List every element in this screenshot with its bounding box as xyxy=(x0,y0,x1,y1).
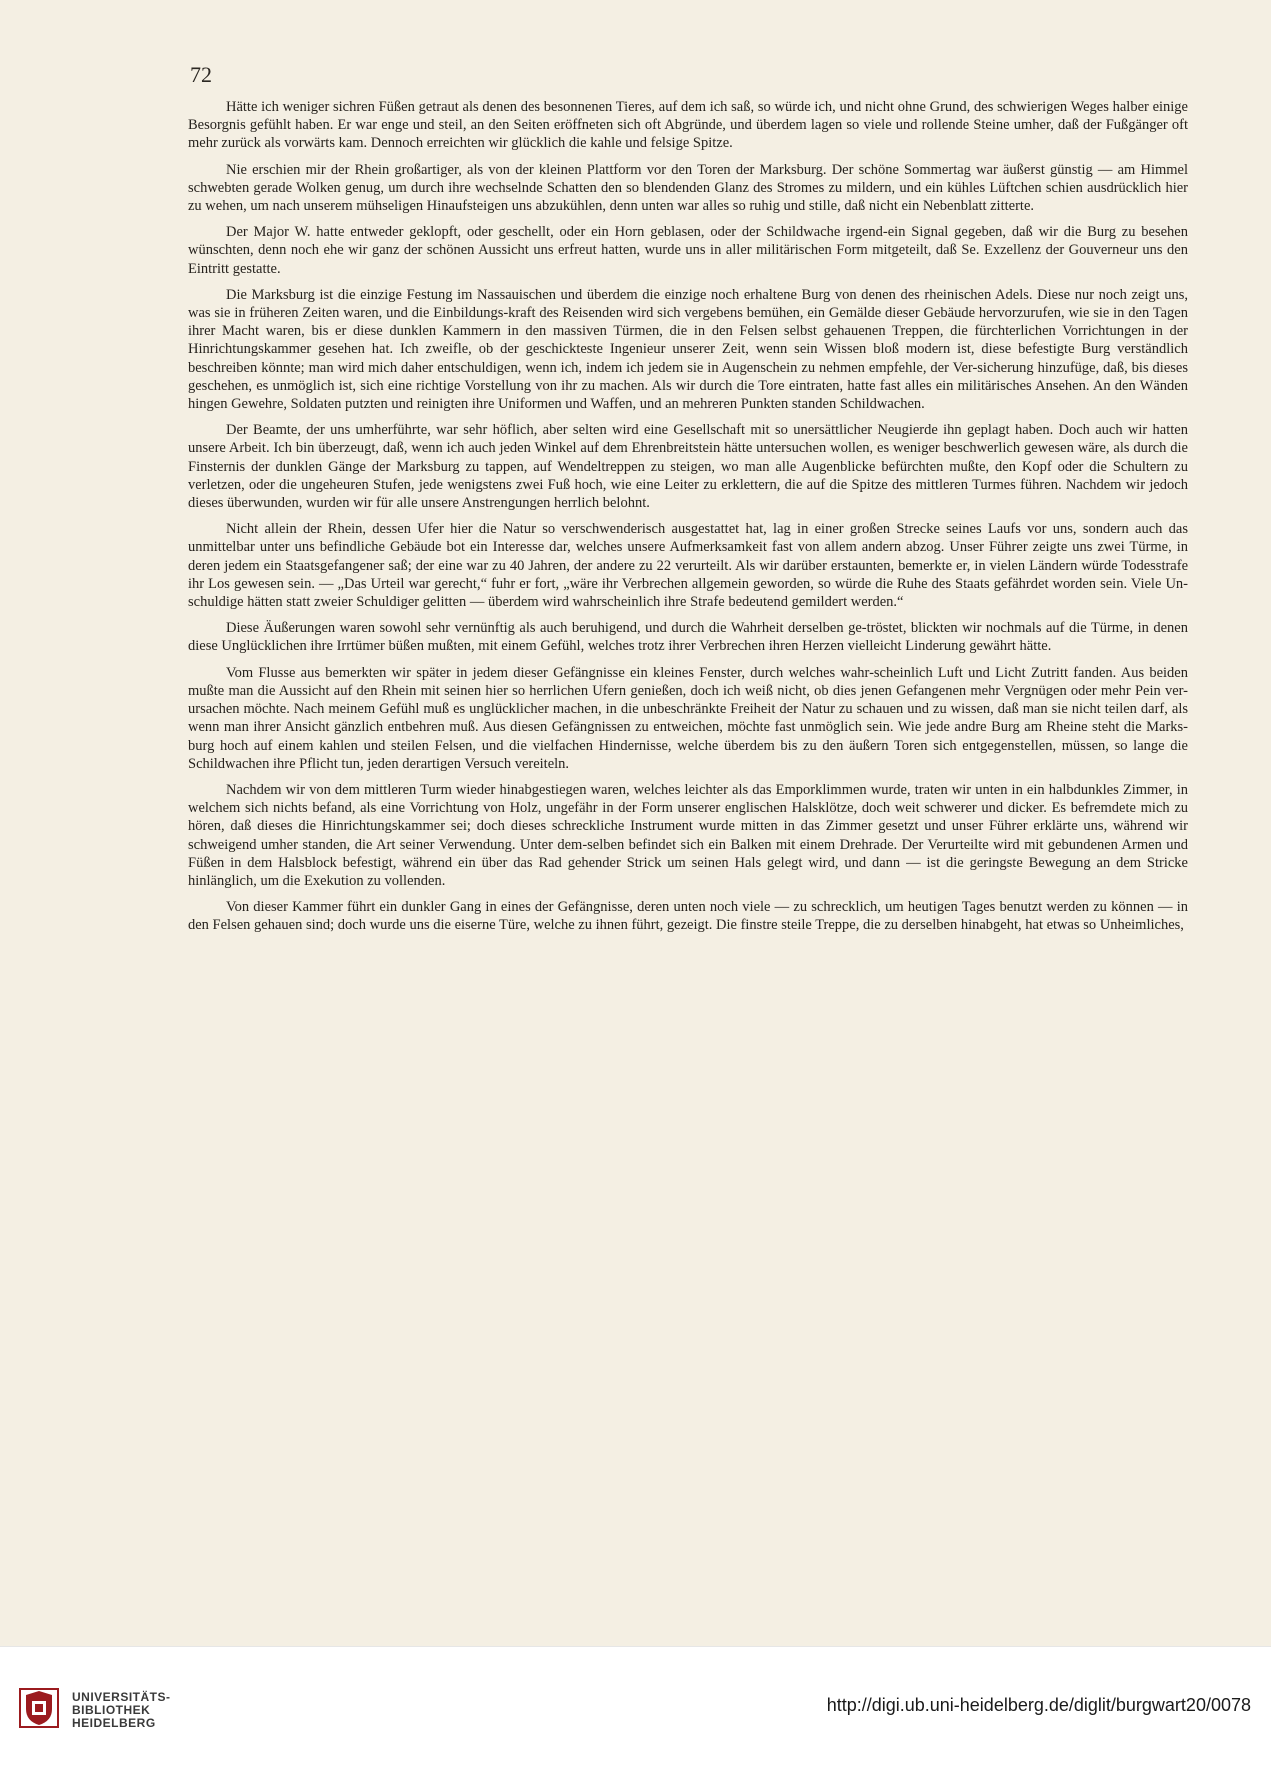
library-seal-icon xyxy=(18,1687,60,1729)
paragraph: Der Major W. hatte entweder geklopft, oder geschellt, oder ein Horn geblasen, oder der Schildwache irgend-ein Signal gegeben, daß wir die Burg zu besehen wünschten, denn noch ehe wir ganz der schönen Aussicht uns erfreut hatten, wurde uns in aller militärischen Form mitgeteilt, daß Se. Exzellenz der Gouverneur uns den Eintritt gestatte. xyxy=(188,224,1188,277)
body-text xyxy=(188,98,1188,943)
paragraph: Von dieser Kammer führt ein dunkler Gang in eines der Gefängnisse, deren unten noch viele — zu schrecklich, um heutigen Tages benutzt werden zu können — in den Felsen gehauen sind; doch wurde uns die eiserne Türe, welche zu ihnen führt, gezeigt. Die finstre steile Treppe, die zu derselben hinabgeht, hat etwas so Unheimliches, xyxy=(188,899,1188,934)
paragraph: Nie erschien mir der Rhein großartiger, als von der kleinen Plattform vor den Toren der Marksburg. Der schöne Sommertag war äußerst günstig — am Himmel schwebten gerade Wolken genug, um durch ihre wechselnde Schatten den so blendenden Glanz des Stromes zu mildern, und ein kühles Lüftchen schien ausdrücklich hier zu wehen, um nach unserem mühseligen Hinaufsteigen uns abzukühlen, denn unten war alles so ruhig und stille, daß nicht ein Nebenblatt zitterte. xyxy=(188,161,1188,215)
page-number: 72 xyxy=(190,62,212,87)
permalink-url[interactable]: http://digi.ub.uni-heidelberg.de/diglit/burgwart20/0078 xyxy=(826,1695,1251,1715)
paragraph: Nicht allein der Rhein, dessen Ufer hier die Natur so verschwenderisch ausgestattet hat, lag in einer großen Strecke seines Laufs vor uns, sondern auch das unmittelbar unter uns befindliche Gebäude bot ein Interesse dar, welches unsere Aufmerksamkeit fast von allem andern abzog. Unser Führer zeigte uns zwei Türme, in deren jedem ein Staatsgefangener saß; der eine war zu 40 Jahren, der andere zu 22 verurteilt. Als wir darüber erstaunten, bemerkte er, in vielen Ländern würde Todesstrafe ihr Los gewesen sein. — „Das Urteil war gerecht,“ fuhr er fort, „wäre ihr Verbrechen allgemein geworden, so würde die Ruhe des Staats gefährdet worden sein. Viele Un-schuldige hätten statt zweier Schuldiger gelitten — überdem wird wahrscheinlich ihre Strafe bedeutend gemildert werden.“ xyxy=(188,521,1188,611)
viewer-footer xyxy=(0,1646,1271,1765)
paragraph: Die Marksburg ist die einzige Festung im Nassauischen und überdem die einzige noch erhaltene Burg von denen des rheinischen Adels. Diese nur noch zeigt uns, was sie in früheren Zeiten waren, und die Einbildungs-kraft des Reisenden wird sich vergebens bemühen, ein Gemälde dieser Gebäude hervorzurufen, wie sie in den Tagen ihrer Macht waren, bis er diese dunklen Kammern in den massiven Türmen, die in den Felsen selbst gehauenen Treppen, die fürchterlichen Vorrichtungen in der Hinrichtungskammer gesehen hat. Ich zweifle, ob der geschickteste Ingenieur unserer Zeit, wenn sein Wissen bloß modern ist, diese befestigte Burg verständlich beschreiben könnte; man wird mich daher entschuldigen, wenn ich, indem ich jedem sie in Augenschein zu nehmen empfehle, der Ver-sicherung hinzufüge, daß, bis dieses geschehen, es unmöglich ist, sich eine richtige Vorstellung von ihr zu machen. Als wir durch die Tore eintraten, hatte fast alles ein militärisches Ansehen. An den Wänden hingen Gewehre, Soldaten putzten und reinigten ihre Uniformen und Waffen, und an mehreren Punkten standen Schildwachen. xyxy=(188,286,1188,413)
library-name-line: HEIDELBERG xyxy=(72,1716,156,1730)
paragraph: Hätte ich weniger sichren Füßen getraut als denen des besonnenen Tieres, auf dem ich saß, so würde ich, und nicht ohne Grund, des schwierigen Weges halber einige Besorgnis gefühlt haben. Er war enge und steil, an den Seiten eröffneten sich oft Abgründe, und überdem lagen so viele und rollende Steine umher, daß der Fußgänger oft mehr zurück als vorwärts kam. Dennoch erreichten wir glücklich die kahle und felsige Spitze. xyxy=(188,99,1188,152)
paragraph: Diese Äußerungen waren sowohl sehr vernünftig als auch beruhigend, und durch die Wahrheit derselben ge-tröstet, blickten wir nochmals auf die Türme, in denen diese Unglücklichen ihre Irrtümer büßen mußten, mit einem Gefühl, welches trotz ihrer Verbrechen ihren Herzen vielleicht Linderung gewährt hätte. xyxy=(188,620,1188,655)
library-name-line: UNIVERSITÄTS- xyxy=(72,1690,171,1704)
library-name-line: BIBLIOTHEK xyxy=(72,1703,151,1717)
paragraph: Nachdem wir von dem mittleren Turm wieder hinabgestiegen waren, welches leichter als das Emporklimmen wurde, traten wir unten in ein halbdunkles Zimmer, in welchem sich nichts befand, als eine Vorrichtung von Holz, ungefähr in der Form unserer englischen Halsklötze, doch weit schwerer und dicker. Es befremdete mich zu hören, daß dieses die Hinrichtungskammer sei; doch dieses schreckliche Instrument wurde mitten in das Zimmer gesetzt und unser Führer erklärte uns, während wir schweigend umher standen, die Art seiner Verwendung. Unter dem-selben befindet sich ein Balken mit einem Drehrade. Der Verurteilte wird mit gebundenen Armen und Füßen in dem Halsblock befestigt, während ein über das Rad gehender Strick um seinen Hals gelegt wird, und dann — ist die geringste Bewegung an dem Stricke hinlänglich, um die Exekution zu vollenden. xyxy=(188,781,1188,889)
paragraph: Vom Flusse aus bemerkten wir später in jedem dieser Gefängnisse ein kleines Fenster, durch welches wahr-scheinlich Luft und Licht Zutritt fanden. Aus beiden mußte man die Aussicht auf den Rhein mit seinen hier so herrlichen Ufern genießen, doch ich weiß nicht, ob dies jenen Gefangenen mehr Vergnügen oder mehr Pein ver-ursachen möchte. Nach meinem Gefühl muß es unglücklicher machen, in die unbeschränkte Freiheit der Natur zu schauen und zu wissen, daß man sie nicht teilen darf, als wenn man ihrer Ansicht gänzlich entbehren muß. Aus diesen Gefängnissen zu entweichen, möchte fast unmöglich sein. Wie jede andre Burg am Rheine steht die Marks-burg hoch auf einem kahlen und steilen Felsen, und die vielfachen Hindernisse, welche überdem bis zu den äußern Toren sich entgegenstellen, müssen, so lange die Schildwachen ihre Pflicht tun, jeden derartigen Versuch vereiteln. xyxy=(188,664,1188,772)
library-name xyxy=(72,1691,171,1730)
paragraph: Der Beamte, der uns umherführte, war sehr höflich, aber selten wird eine Gesellschaft mit so unersättlicher Neugierde ihn geplagt haben. Doch auch wir hatten unsere Arbeit. Ich bin überzeugt, daß, wenn ich auch jeden Winkel auf dem Ehrenbreitstein hätte untersuchen wollen, es weniger beschwerlich gewesen wäre, als durch die Finsternis der dunklen Gänge der Marksburg zu tappen, auf Wendeltreppen zu steigen, wo man alle Augenblicke befürchten mußte, den Kopf oder die Schultern zu verletzen, oder die ungeheuren Stufen, jede wenigstens zwei Fuß hoch, wie eine Leiter zu erklettern, die auf die Spitze des mittleren Turmes führen. Nachdem wir jedoch dieses überwunden, wurden wir für alle unsere Anstrengungen herrlich belohnt. xyxy=(188,422,1188,512)
